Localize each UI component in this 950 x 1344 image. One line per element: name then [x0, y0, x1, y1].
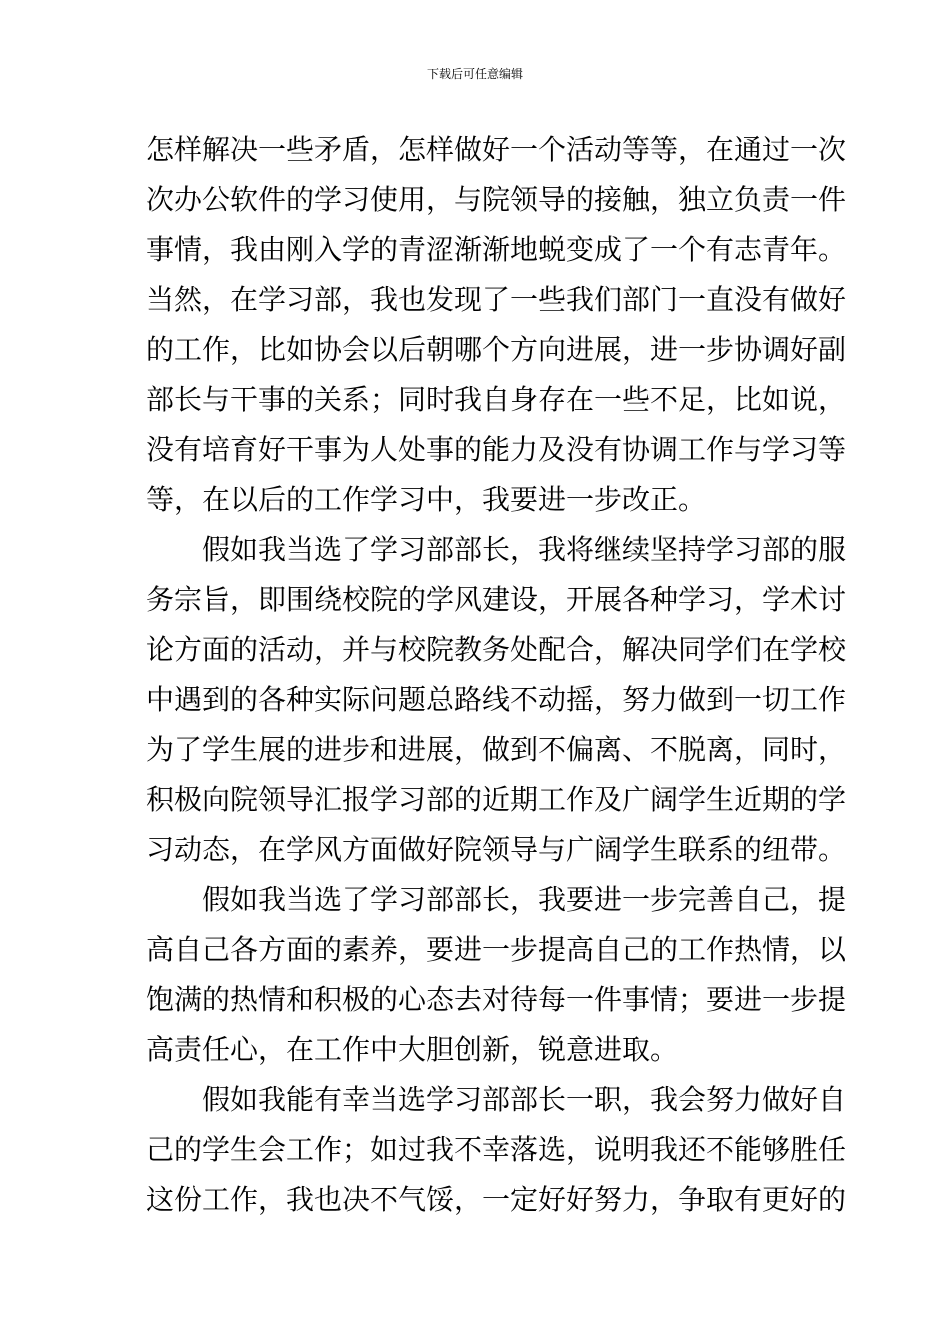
text-line: 等，在以后的工作学习中，我要进一步改正。 — [146, 483, 707, 516]
text-line: 为了学生展的进步和进展，做到不偏离、不脱离，同时， — [146, 733, 847, 766]
paragraph-first-line: 假如我当选了学习部部长，我要进一步完善自己，提 — [202, 883, 847, 916]
text-line: 己的学生会工作；如过我不幸落选，说明我还不能够胜任 — [146, 1133, 847, 1166]
text-line: 饱满的热情和积极的心态去对待每一件事情；要进一步提 — [146, 983, 847, 1016]
paragraph-first-line: 假如我能有幸当选学习部部长一职，我会努力做好自 — [202, 1083, 847, 1116]
text-line: 务宗旨，即围绕校院的学风建设，开展各种学习，学术讨 — [146, 583, 847, 616]
text-line: 这份工作，我也决不气馁，一定好好努力，争取有更好的 — [146, 1183, 847, 1216]
text-line: 积极向院领导汇报学习部的近期工作及广阔学生近期的学 — [146, 783, 847, 816]
page-header-watermark: 下载后可任意编辑 — [426, 67, 523, 81]
text-line: 部长与干事的关系；同时我自身存在一些不足，比如说， — [146, 383, 847, 416]
text-line: 事情，我由刚入学的青涩渐渐地蜕变成了一个有志青年。 — [146, 233, 847, 266]
text-line: 次办公软件的学习使用，与院领导的接触，独立负责一件 — [146, 183, 847, 216]
text-line: 当然，在学习部，我也发现了一些我们部门一直没有做好 — [146, 283, 847, 316]
text-line: 没有培育好干事为人处事的能力及没有协调工作与学习等 — [146, 433, 847, 466]
paragraph-first-line: 假如我当选了学习部部长，我将继续坚持学习部的服 — [202, 533, 847, 566]
text-line: 中遇到的各种实际问题总路线不动摇，努力做到一切工作 — [146, 683, 847, 716]
text-line: 怎样解决一些矛盾，怎样做好一个活动等等，在通过一次 — [146, 133, 847, 166]
text-line: 高自己各方面的素养，要进一步提高自己的工作热情，以 — [146, 933, 847, 966]
text-line: 高责任心，在工作中大胆创新，锐意进取。 — [146, 1033, 679, 1066]
text-line: 论方面的活动，并与校院教务处配合，解决同学们在学校 — [146, 633, 847, 666]
text-line: 习动态，在学风方面做好院领导与广阔学生联系的纽带。 — [146, 833, 847, 866]
text-line: 的工作，比如协会以后朝哪个方向进展，进一步协调好副 — [146, 333, 847, 366]
